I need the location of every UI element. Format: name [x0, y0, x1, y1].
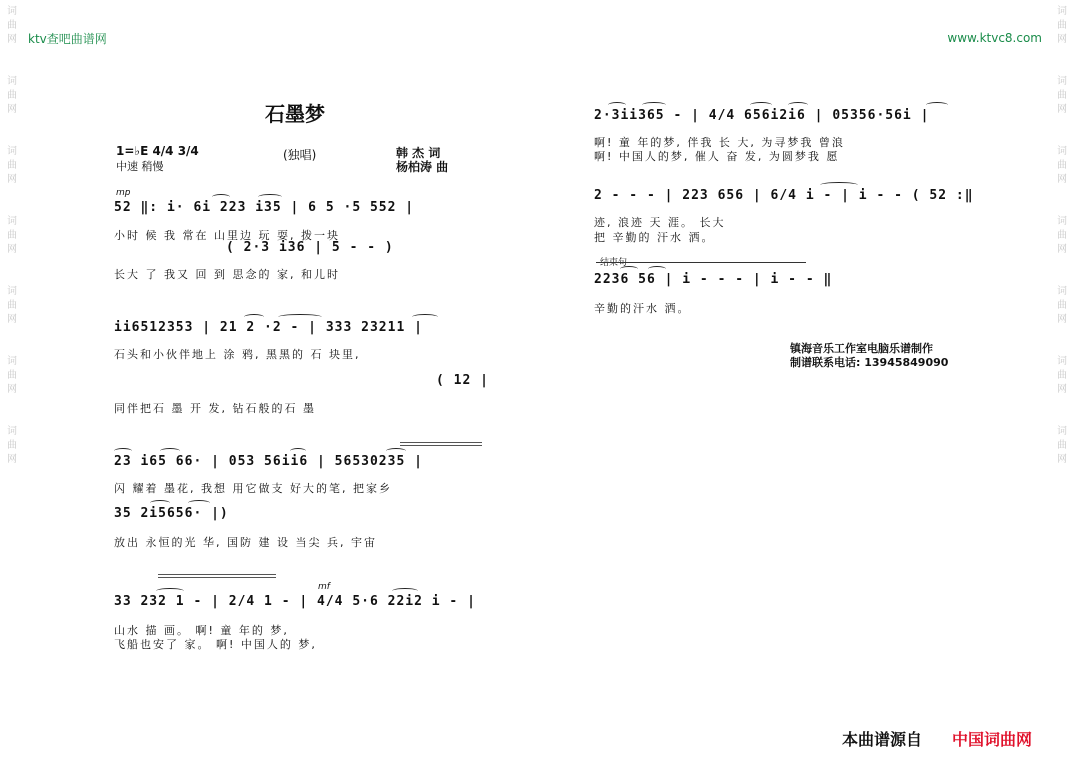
tie [820, 182, 858, 188]
watermark-char: 词 [7, 216, 17, 227]
right-lyrics-row-2-verse-1: 迹, 浪迹 天 涯。 长大 [594, 216, 726, 229]
lyrics-row-3-verse-2: 放出 永恒的光 华, 国防 建 设 当尖 兵, 宇宙 [114, 536, 377, 549]
slur [114, 448, 132, 454]
octave-lines [400, 442, 482, 446]
watermark-char: 曲 [7, 90, 17, 101]
right-lyrics-row-1-verse-2: 啊! 中国人的梦, 催人 奋 发, 为圆梦我 愿 [594, 150, 840, 163]
interlude-row-1: ( 2·3 i36 | 5 - - ) [226, 240, 394, 255]
watermark-char: 曲 [1057, 300, 1067, 311]
ending-bracket [596, 262, 806, 263]
watermark-char: 词 [7, 426, 17, 437]
song-title: 石墨梦 [265, 102, 325, 126]
right-notes-row-1: 2·3ii365 - | 4/4 656i2i6 | 05356·56i | [594, 108, 930, 123]
lyrics-row-4-verse-1: 山水 描 画。 啊! 童 年的 梦, [114, 624, 289, 637]
watermark-char: 词 [1057, 76, 1067, 87]
right-lyrics-row-1-verse-1: 啊! 童 年的梦, 伴我 长 大, 为寻梦我 曾浪 [594, 136, 845, 149]
watermark-char: 曲 [7, 440, 17, 451]
watermark-char: 网 [1057, 454, 1067, 465]
slur [648, 266, 666, 272]
watermark-char: 网 [7, 104, 17, 115]
lyrics-row-1-verse-1: 小时 候 我 常在 山里边 玩 耍, 拨一块 [114, 229, 340, 242]
slur [160, 448, 180, 454]
slur [620, 266, 638, 272]
watermark-char: 网 [7, 34, 17, 45]
watermark-char: 网 [1057, 104, 1067, 115]
notes-row-1: 52 ‖: i· 6i 223 i35 | 6 5 ·5 552 | [114, 200, 415, 215]
watermark-char: 词 [1057, 6, 1067, 17]
watermark-char: 曲 [7, 20, 17, 31]
site-name-left[interactable]: ktv查吧曲谱网 [28, 32, 107, 46]
slur [608, 102, 626, 108]
slur [258, 194, 282, 200]
right-notes-row-3: 2236 56 | i - - - | i - - ‖ [594, 272, 833, 287]
slur [750, 102, 772, 108]
watermark-char: 曲 [1057, 160, 1067, 171]
right-lyrics-row-3: 辛勤的汗水 洒。 [594, 302, 691, 315]
slur [150, 500, 170, 506]
source-site-link[interactable]: 中国词曲网 [952, 730, 1033, 749]
watermark-char: 词 [7, 356, 17, 367]
slur [212, 194, 230, 200]
lyrics-row-4-verse-2: 飞船也安了 家。 啊! 中国人的 梦, [114, 638, 317, 651]
right-notes-row-2: 2 - - - | 223 656 | 6/4 i - | i - - ( 52 :‖ [594, 188, 974, 203]
slur [926, 102, 948, 108]
slur [788, 102, 808, 108]
watermark-char: 网 [7, 244, 17, 255]
notes-row-3: 23 i65 66· | 053 56ii6 | 56530235 | [114, 454, 423, 469]
tempo-marking: 中速 稍慢 [116, 160, 164, 173]
watermark-char: 网 [1057, 384, 1067, 395]
watermark-char: 曲 [7, 160, 17, 171]
slur [156, 588, 184, 594]
watermark-char: 网 [7, 454, 17, 465]
key-signature: 1=♭E 4/4 3/4 [116, 144, 199, 158]
lyricist-credit: 韩 杰 词 [396, 146, 441, 160]
dynamic-marking-2: mf [318, 582, 330, 592]
slur [188, 500, 210, 506]
slur [290, 448, 306, 454]
watermark-char: 曲 [1057, 370, 1067, 381]
watermark-char: 网 [1057, 34, 1067, 45]
interlude-row-2: ( 12 | [436, 373, 489, 388]
notes-row-2: ii6512353 | 21 2 ·2 - | 333 23211 | [114, 320, 423, 335]
watermark-char: 词 [7, 76, 17, 87]
right-watermark [1052, 0, 1072, 780]
watermark-char: 曲 [1057, 90, 1067, 101]
watermark-char: 网 [1057, 244, 1067, 255]
notes-row-3b: 35 2i5656· |) [114, 506, 229, 521]
watermark-char: 网 [1057, 314, 1067, 325]
watermark-char: 词 [1057, 216, 1067, 227]
slur [386, 448, 406, 454]
octave-lines [158, 574, 276, 578]
watermark-char: 词 [7, 146, 17, 157]
dynamic-marking: mp [116, 188, 131, 198]
watermark-char: 词 [7, 286, 17, 297]
notes-row-4: 33 232 1 - | 2/4 1 - | 4/4 5·6 22i2 i - | [114, 594, 476, 609]
watermark-char: 网 [1057, 174, 1067, 185]
tie [278, 314, 322, 320]
slur [244, 314, 264, 320]
watermark-char: 曲 [1057, 230, 1067, 241]
maker-phone: 制谱联系电话: 13945849090 [790, 356, 949, 369]
watermark-char: 网 [7, 384, 17, 395]
lyrics-row-2-verse-1: 石头和小伙伴地上 涂 鸦, 黑黑的 石 块里, [114, 348, 361, 361]
watermark-char: 词 [7, 6, 17, 17]
watermark-char: 网 [7, 314, 17, 325]
watermark-char: 网 [7, 174, 17, 185]
watermark-char: 词 [1057, 146, 1067, 157]
watermark-char: 曲 [7, 370, 17, 381]
maker-credit: 镇海音乐工作室电脑乐谱制作 [790, 342, 933, 355]
performance-mode: (独唱) [283, 148, 317, 162]
lyrics-row-3-verse-1: 闪 耀着 墨花, 我想 用它做支 好大的笔, 把家乡 [114, 482, 392, 495]
watermark-char: 曲 [1057, 20, 1067, 31]
source-prefix: 本曲谱源自 [842, 730, 923, 749]
slur [642, 102, 666, 108]
site-url-right[interactable]: www.ktvc8.com [947, 31, 1042, 45]
watermark-char: 曲 [7, 300, 17, 311]
watermark-char: 词 [1057, 356, 1067, 367]
lyrics-row-1-verse-2: 长大 了 我又 回 到 思念的 家, 和儿时 [114, 268, 340, 281]
watermark-char: 曲 [1057, 440, 1067, 451]
watermark-char: 词 [1057, 286, 1067, 297]
slur [412, 314, 438, 320]
watermark-char: 曲 [7, 230, 17, 241]
left-watermark [2, 0, 22, 780]
watermark-char: 词 [1057, 426, 1067, 437]
composer-credit: 杨柏涛 曲 [396, 160, 449, 174]
lyrics-row-2-verse-2: 同伴把石 墨 开 发, 钻石般的石 墨 [114, 402, 316, 415]
ending-label: 结束句 [600, 258, 628, 268]
slur [392, 588, 418, 594]
right-lyrics-row-2-verse-2: 把 辛勤的 汗水 洒。 [594, 231, 715, 244]
